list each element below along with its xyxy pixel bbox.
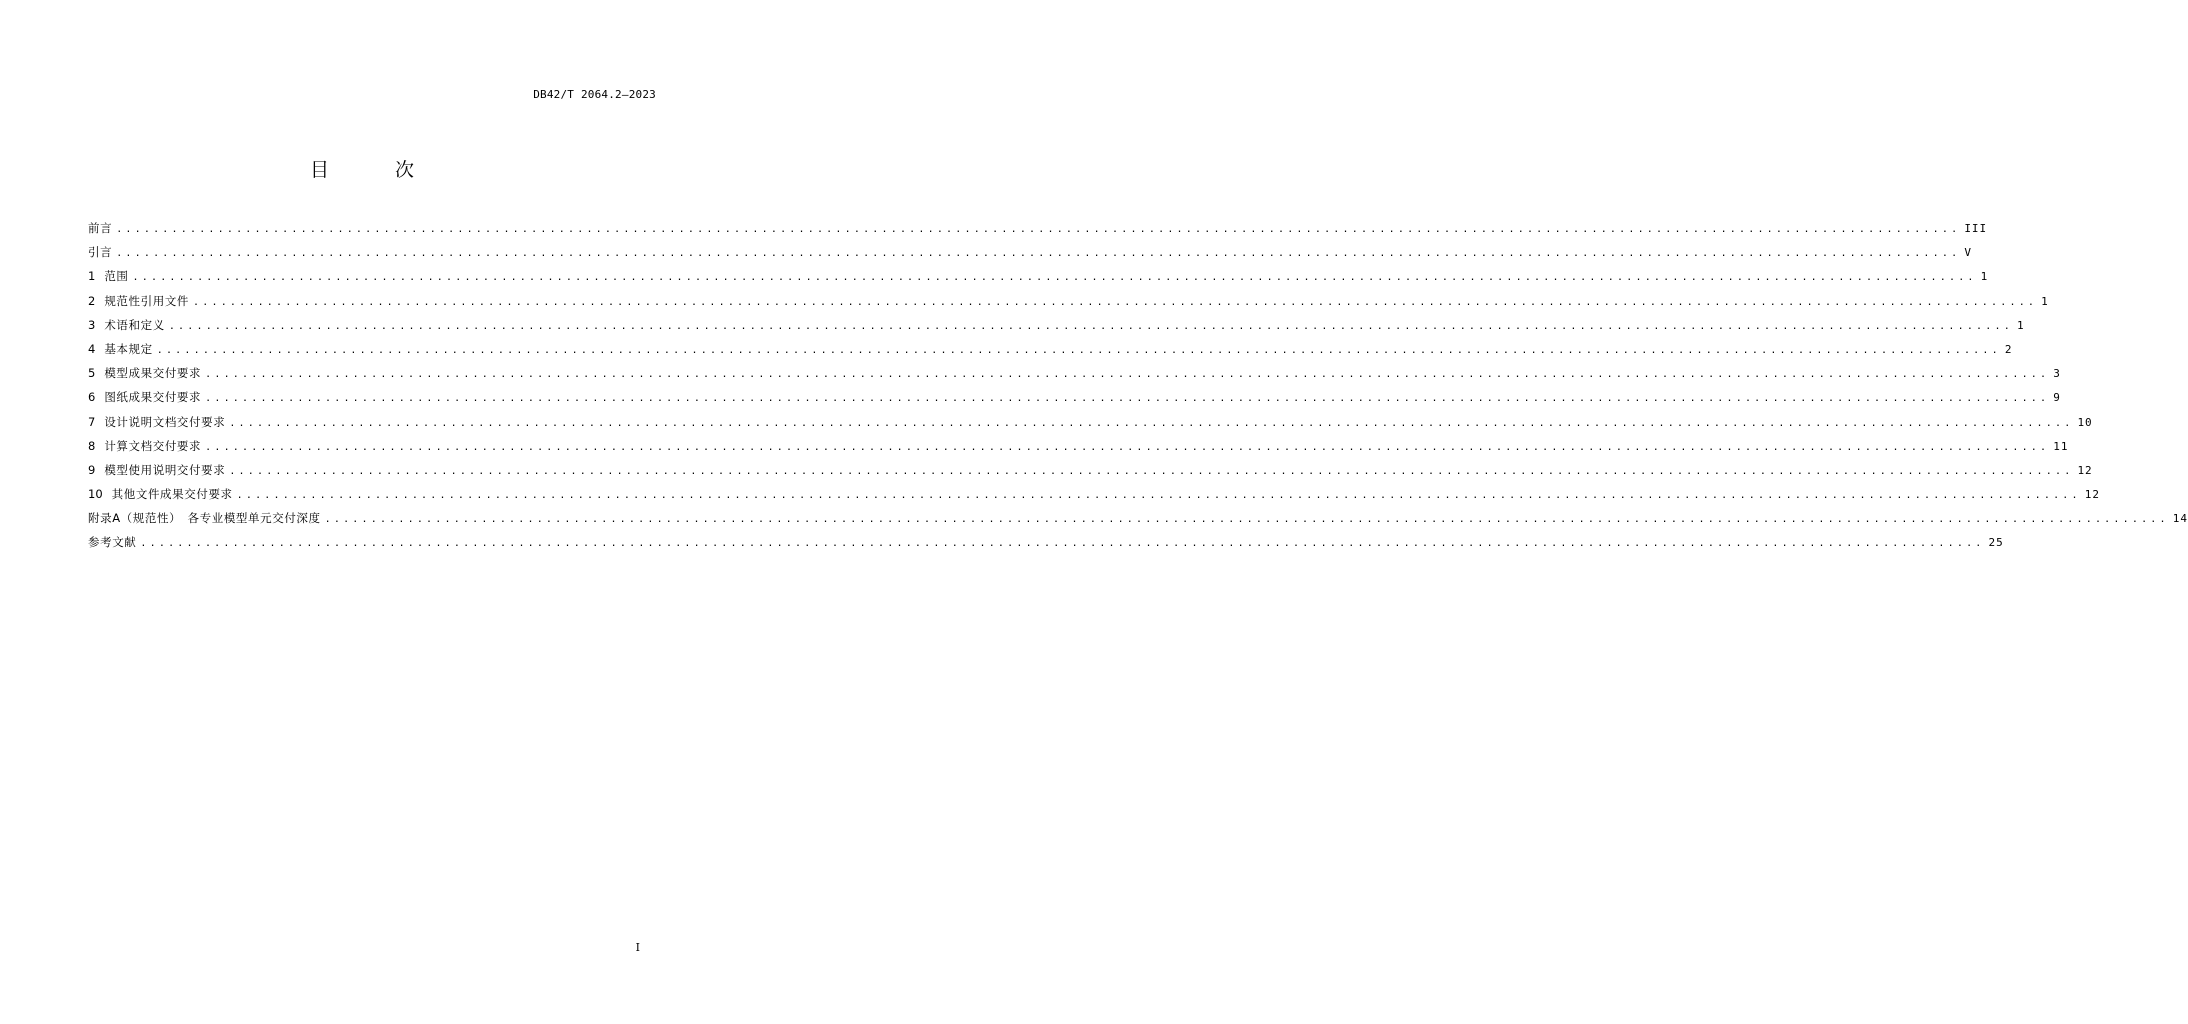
toc-entry-number: 8 — [88, 438, 96, 453]
toc-dot-leader: ........................................................................................................................................................................................................ — [205, 441, 2050, 453]
toc-dot-leader: ........................................................................................................................................................................................................ — [132, 272, 1977, 284]
toc-dot-leader: ........................................................................................................................................................................................................ — [229, 417, 2074, 429]
toc-dot-leader: ........................................................................................................................................................................................................ — [193, 296, 2038, 308]
toc-dot-leader: ........................................................................................................................................................................................................ — [116, 248, 1961, 260]
toc-entry-page: 11 — [2053, 439, 2069, 453]
toc-entry-number: 10 — [88, 487, 103, 502]
toc-entry[interactable] — [88, 221, 1988, 245]
toc-entry[interactable] — [88, 462, 2093, 487]
toc-entry-label: 基本规定 — [104, 341, 153, 356]
toc-entry[interactable] — [88, 438, 2069, 463]
toc-entry-page: 1 — [2016, 318, 2025, 332]
toc-entry-page: V — [1964, 246, 1972, 260]
toc-entry-label: 模型使用说明交付要求 — [104, 462, 226, 477]
toc-entry[interactable] — [88, 245, 1972, 269]
toc-entry[interactable] — [88, 341, 2013, 366]
toc-entry-label: 附录A（规范性） 各专业模型单元交付深度 — [88, 511, 321, 526]
toc-entry-page: 12 — [2077, 463, 2093, 477]
toc-entry-number: 5 — [88, 366, 96, 381]
toc-dot-leader: ........................................................................................................................................................................................................ — [236, 490, 2081, 502]
toc-entry-page: III — [1964, 222, 1988, 235]
toc-entry-number: 1 — [88, 269, 96, 284]
toc-entry-label: 规范性引用文件 — [104, 293, 190, 308]
toc-dot-leader: ........................................................................................................................................................................................................ — [324, 514, 2169, 526]
toc-entry-label: 设计说明文档交付要求 — [104, 414, 226, 429]
toc-entry-number: 3 — [88, 317, 96, 332]
toc-entry[interactable] — [88, 414, 2093, 439]
toc-entry-page: 25 — [1988, 536, 2004, 550]
toc-entry-number: 9 — [88, 462, 96, 477]
toc-entry[interactable] — [88, 535, 2004, 559]
toc-entry-label: 术语和定义 — [104, 317, 165, 332]
toc-dot-leader: ........................................................................................................................................................................................................ — [168, 320, 2013, 332]
toc-title: 目 次 — [309, 159, 445, 181]
toc-entry[interactable] — [88, 366, 2061, 390]
toc-entry[interactable] — [88, 487, 2100, 511]
toc-entry-number: 6 — [88, 390, 96, 405]
toc-entry[interactable] — [88, 269, 1989, 293]
page-number: I — [635, 941, 640, 954]
toc-entry-page: 10 — [2077, 415, 2093, 429]
toc-dot-leader: ........................................................................................................................................................................................................ — [229, 465, 2074, 477]
toc-entry-label: 图纸成果交付要求 — [104, 390, 202, 405]
toc-entry-page: 2 — [2004, 342, 2013, 356]
toc-entry-page: 12 — [2084, 488, 2100, 502]
toc-dot-leader: ........................................................................................................................................................................................................ — [205, 393, 2050, 405]
toc-dot-leader: ........................................................................................................................................................................................................ — [156, 344, 2001, 356]
toc-entry-page: 3 — [2053, 367, 2061, 381]
toc-dot-leader: ........................................................................................................................................................................................................ — [205, 369, 2050, 381]
toc-entry-label: 前言 — [88, 221, 113, 235]
toc-entry-number: 7 — [88, 414, 96, 429]
toc-entry-label: 引言 — [88, 245, 113, 260]
toc-entry-number: 2 — [88, 293, 96, 308]
table-of-contents — [88, 221, 2188, 560]
toc-entry-page: 1 — [2041, 294, 2049, 308]
document-code: DB42/T 2064.2—2023 — [533, 88, 656, 101]
toc-entry-number: 4 — [88, 341, 96, 356]
toc-entry-label: 参考文献 — [88, 535, 137, 550]
toc-entry-page: 1 — [1980, 270, 1989, 284]
toc-entry-label: 模型成果交付要求 — [104, 366, 202, 381]
toc-entry[interactable] — [88, 390, 2061, 414]
toc-dot-leader: ........................................................................................................................................................................................................ — [116, 224, 1961, 235]
toc-dot-leader: ........................................................................................................................................................................................................ — [140, 538, 1985, 550]
toc-entry-label: 计算文档交付要求 — [104, 438, 202, 453]
toc-entry-page: 9 — [2053, 391, 2061, 405]
toc-entry[interactable] — [88, 293, 2049, 318]
toc-entry[interactable] — [88, 511, 2188, 535]
toc-entry-page: 14 — [2172, 512, 2188, 526]
toc-entry-label: 范围 — [104, 269, 129, 284]
toc-entry[interactable] — [88, 317, 2025, 342]
toc-entry-label: 其他文件成果交付要求 — [111, 487, 233, 502]
